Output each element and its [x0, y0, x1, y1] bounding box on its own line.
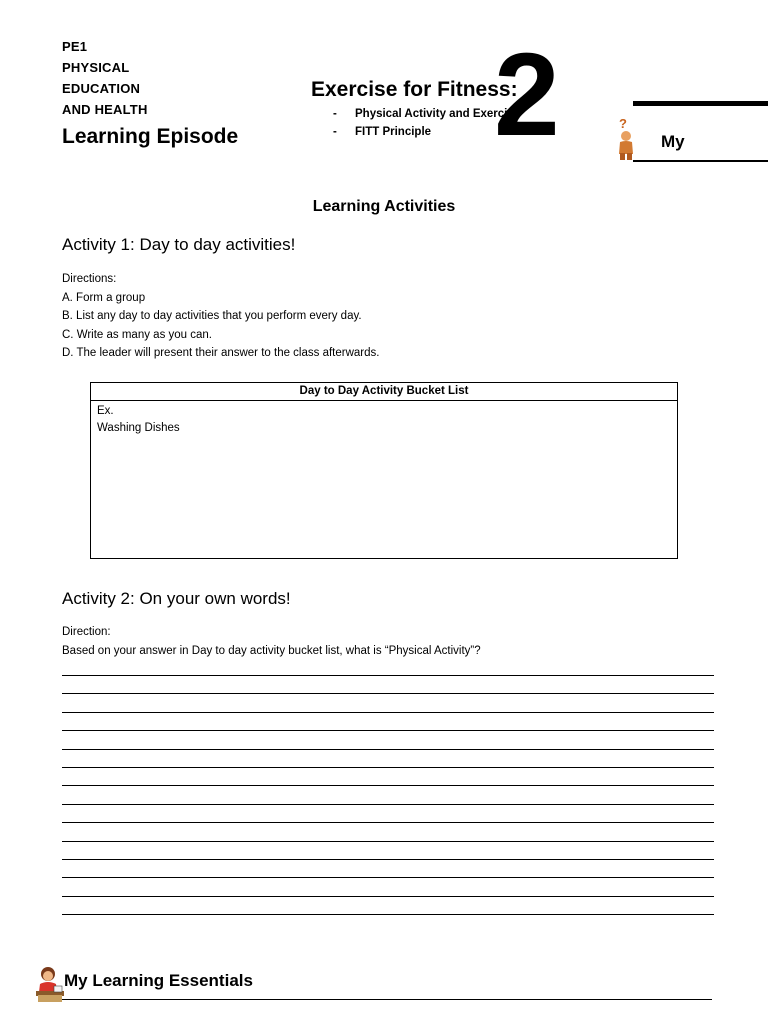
- answer-line[interactable]: [62, 730, 714, 731]
- question-text: Based on your answer in Day to day activity bucket list, what is “Physical Activity”?: [62, 644, 481, 657]
- page-title: Exercise for Fitness:: [311, 78, 518, 101]
- svg-text:?: ?: [619, 116, 627, 131]
- answer-line[interactable]: [62, 712, 714, 713]
- activity-2-title: Activity 2: On your own words!: [62, 589, 291, 608]
- answer-line[interactable]: [62, 859, 714, 860]
- bucket-list-table: [90, 382, 678, 559]
- direction-label: Direction:: [62, 626, 111, 638]
- bucket-list-header: Day to Day Activity Bucket List: [91, 383, 677, 401]
- topic-item: - Physical Activity and Exercise: [333, 108, 521, 120]
- section-heading: Learning Activities: [312, 198, 456, 215]
- studying-student-icon: [34, 964, 66, 1004]
- answer-line[interactable]: [62, 767, 714, 768]
- episode-label: Learning Episode: [62, 125, 239, 148]
- answer-line[interactable]: [62, 877, 714, 878]
- direction-item: A. Form a group: [62, 291, 146, 304]
- course-code: PE1: [62, 39, 88, 54]
- header-rule-bottom: [633, 160, 768, 162]
- directions-label: Directions:: [62, 273, 117, 285]
- course-name-line-2: EDUCATION: [62, 81, 141, 96]
- episode-number: 2: [494, 29, 560, 161]
- answer-line[interactable]: [62, 675, 714, 676]
- activity-1-directions: [62, 270, 379, 363]
- answer-line[interactable]: [62, 896, 714, 897]
- footer-title: My Learning Essentials: [64, 971, 253, 990]
- direction-item: C. Write as many as you can.: [62, 328, 212, 341]
- answer-line[interactable]: [62, 785, 714, 786]
- answer-line[interactable]: [62, 841, 714, 842]
- activity-2-directions: [62, 623, 481, 660]
- example-value: Washing Dishes: [97, 422, 180, 434]
- course-name-line-1: PHYSICAL: [62, 60, 130, 75]
- header-rule-top: [633, 101, 768, 106]
- topic-label: FITT Principle: [355, 126, 432, 138]
- answer-line[interactable]: [62, 914, 714, 915]
- bucket-list-body[interactable]: [91, 401, 677, 439]
- thinking-student-icon: [614, 116, 640, 162]
- topic-label: Physical Activity and Exercise: [355, 108, 521, 120]
- example-label: Ex.: [97, 405, 114, 417]
- direction-item: B. List any day to day activities that you perform every day.: [62, 310, 362, 322]
- answer-line[interactable]: [62, 822, 714, 823]
- my-label: My: [661, 132, 685, 151]
- footer-rule: [62, 999, 712, 1000]
- answer-line[interactable]: [62, 804, 714, 805]
- activity-1-title: Activity 1: Day to day activities!: [62, 235, 296, 254]
- direction-item: D. The leader will present their answer to the class afterwards.: [62, 347, 380, 359]
- topic-item: - FITT Principle: [333, 126, 432, 138]
- course-name-line-3: AND HEALTH: [62, 102, 148, 117]
- answer-line[interactable]: [62, 693, 714, 694]
- answer-line[interactable]: [62, 749, 714, 750]
